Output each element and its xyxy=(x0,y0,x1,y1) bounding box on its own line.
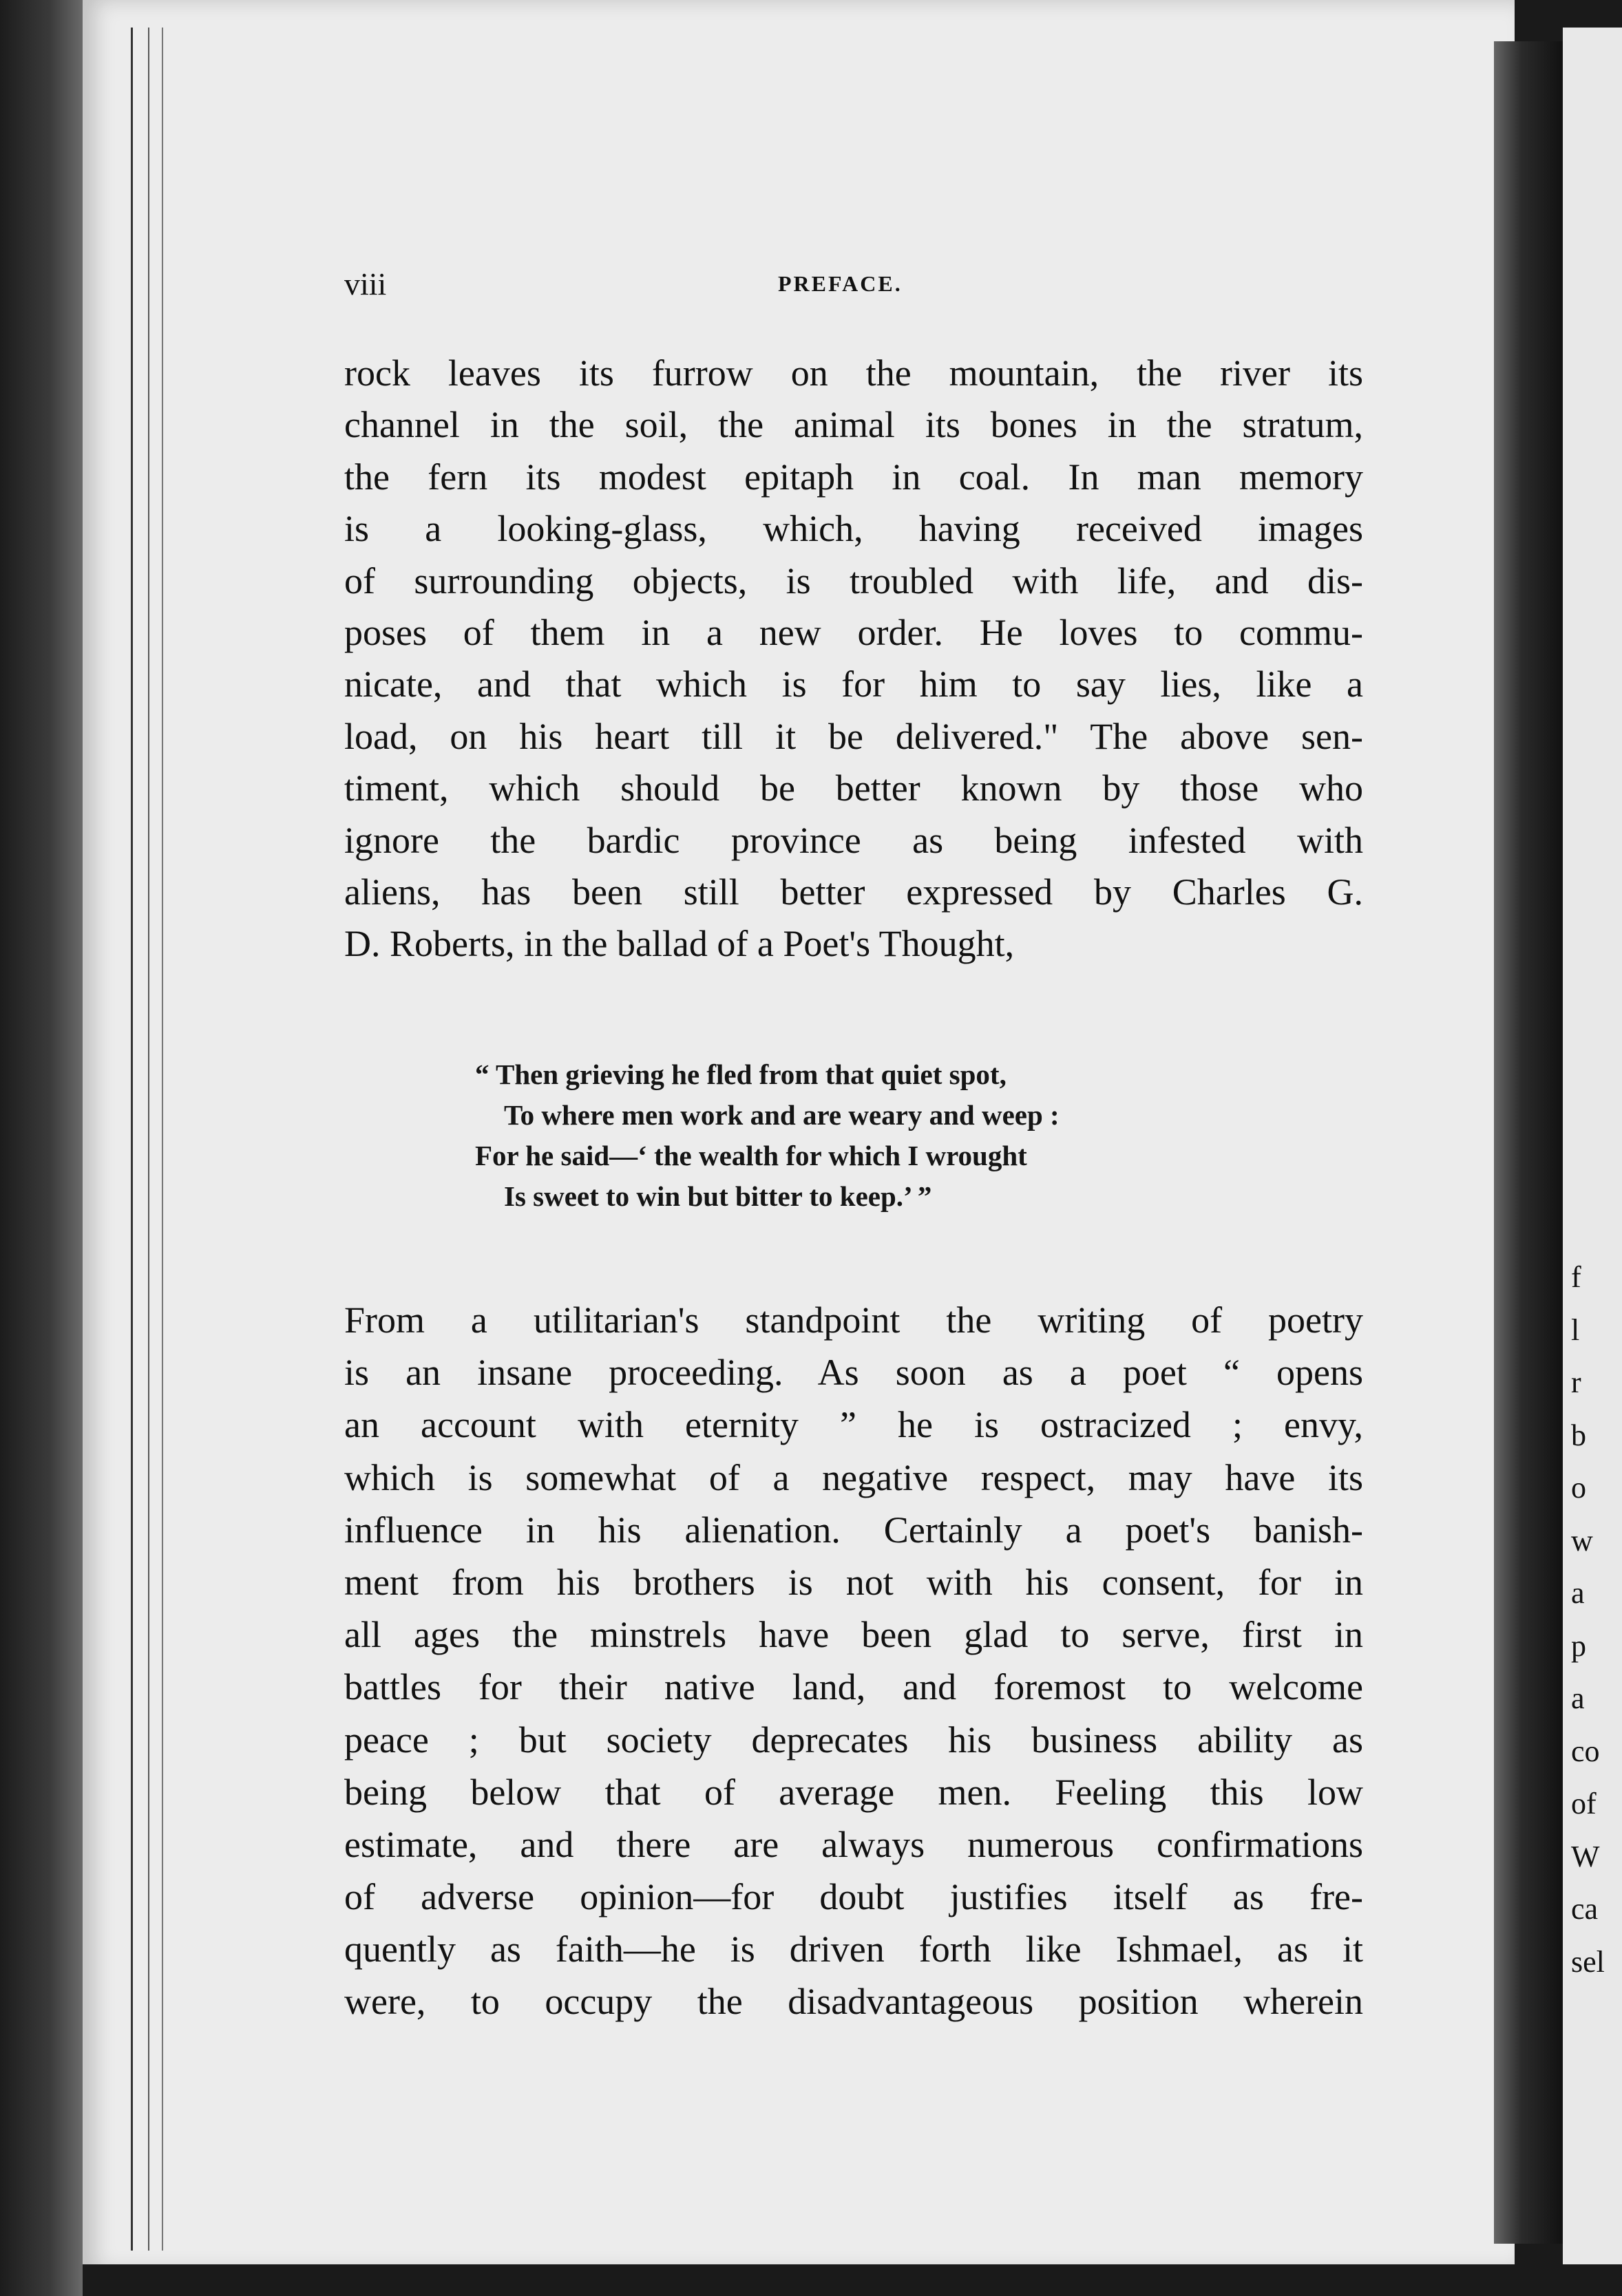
text-line: influence in his alienation. Certainly a poet's banish- xyxy=(344,1509,1363,1551)
facing-page-fragment: a xyxy=(1571,1576,1585,1610)
verse-line: “ Then grieving he fled from that quiet spot, xyxy=(475,1059,1007,1090)
text-line: battles for their native land, and foremost to welcome xyxy=(344,1666,1363,1708)
facing-page-fragment: o xyxy=(1571,1471,1586,1505)
text-line: rock leaves its furrow on the mountain, the river its xyxy=(344,352,1363,394)
scan-background-left xyxy=(0,0,83,2296)
text-line: is a looking-glass, which, having received images xyxy=(344,508,1363,550)
text-line: the fern its modest epitaph in coal. In man memory xyxy=(344,456,1363,498)
text-line: were, to occupy the disadvantageous position wherein xyxy=(344,1981,1363,2023)
verse-line: For he said—‘ the wealth for which I wrought xyxy=(475,1140,1027,1171)
facing-page-fragment: sel xyxy=(1571,1944,1605,1979)
text-line: From a utilitarian's standpoint the writing of poetry xyxy=(344,1299,1363,1341)
facing-page-fragment: l xyxy=(1571,1312,1580,1347)
facing-page-fragment: r xyxy=(1571,1365,1581,1399)
verse-line: Is sweet to win but bitter to keep.’ ” xyxy=(504,1180,932,1212)
text-line: quently as faith—he is driven forth like Ishmael, as it xyxy=(344,1928,1363,1970)
text-line: of adverse opinion—for doubt justifies itself as fre- xyxy=(344,1876,1363,1918)
verse-line: To where men work and are weary and weep : xyxy=(504,1099,1060,1131)
facing-page-fragment: w xyxy=(1571,1523,1593,1558)
page-header xyxy=(344,266,1363,307)
text-line: of surrounding objects, is troubled with life, and dis- xyxy=(344,560,1363,602)
text-line: an account with eternity ” he is ostracized ; envy, xyxy=(344,1404,1363,1446)
paragraph-2 xyxy=(344,1294,1363,2028)
facing-page-fragment: b xyxy=(1571,1418,1586,1452)
text-line: poses of them in a new order. He loves to commu- xyxy=(344,611,1363,653)
book-gutter xyxy=(1494,41,1563,2244)
text-line: timent, which should be better known by those who xyxy=(344,767,1363,809)
facing-page-fragment: of xyxy=(1571,1787,1597,1820)
text-line: D. Roberts, in the ballad of a Poet's Thought, xyxy=(344,923,1015,965)
page-edge-lines xyxy=(131,28,188,2251)
text-line: ignore the bardic province as being infested with xyxy=(344,819,1363,861)
page-number: viii xyxy=(344,266,387,301)
text-line: channel in the soil, the animal its bones in the stratum, xyxy=(344,404,1363,446)
text-line: peace ; but society deprecates his business ability as xyxy=(344,1719,1363,1761)
facing-page-fragment: p xyxy=(1571,1628,1586,1663)
text-line: aliens, has been still better expressed by Charles G. xyxy=(344,871,1363,913)
verse-quotation xyxy=(475,1054,1198,1217)
text-line: being below that of average men. Feeling this low xyxy=(344,1771,1363,1813)
facing-page-fragment: ca xyxy=(1571,1892,1599,1926)
scan-background-bottom xyxy=(83,2264,1622,2296)
paragraph-1 xyxy=(344,348,1363,970)
text-line: load, on his heart till it be delivered." The above sen- xyxy=(344,715,1363,757)
running-head: PREFACE. xyxy=(778,271,903,296)
text-line: is an insane proceeding. As soon as a poet “ opens xyxy=(344,1352,1363,1394)
facing-page-fragment: W xyxy=(1571,1839,1600,1873)
facing-page-fragment: a xyxy=(1571,1681,1585,1715)
facing-page-fragment: co xyxy=(1571,1734,1600,1768)
facing-page-fragment: f xyxy=(1571,1260,1581,1294)
facing-page-edge xyxy=(1563,28,1622,2271)
text-line: estimate, and there are always numerous confirmations xyxy=(344,1823,1363,1865)
text-line: all ages the minstrels have been glad to serve, first in xyxy=(344,1614,1363,1656)
text-line: which is somewhat of a negative respect, may have its xyxy=(344,1456,1363,1498)
text-line: nicate, and that which is for him to say lies, like a xyxy=(344,663,1363,705)
text-line: ment from his brothers is not with his consent, for in xyxy=(344,1561,1363,1603)
